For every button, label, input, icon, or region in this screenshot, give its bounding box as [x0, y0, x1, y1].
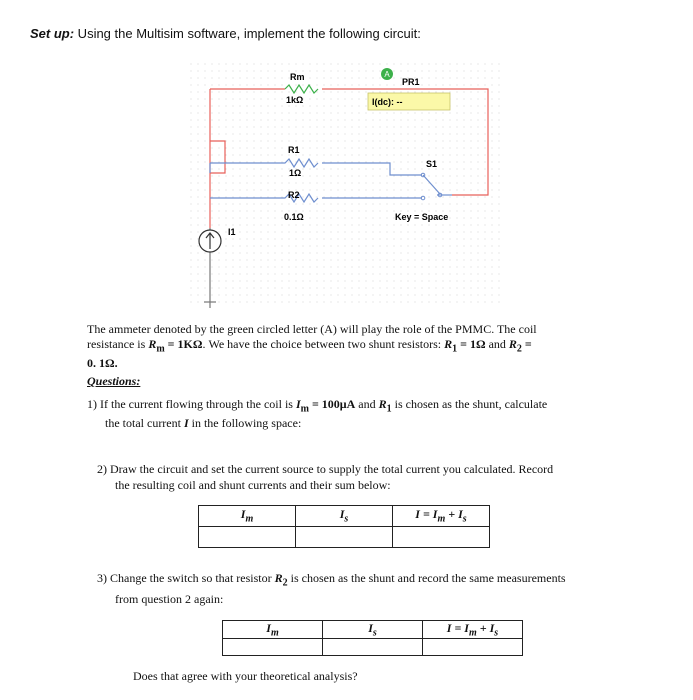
q1-text-b: and	[355, 397, 379, 411]
probe-readout: I(dc): --	[372, 97, 403, 107]
rm-value-text: = 1KΩ	[164, 337, 203, 351]
table1-header-is: $I_s$	[296, 506, 393, 527]
switch-key-label: Key = Space	[395, 212, 449, 222]
q3-line2: from question 2 again:	[115, 592, 224, 607]
q1-text-a: If the current flowing through the coil is	[97, 397, 296, 411]
r2-eq: =	[521, 337, 532, 351]
table1-header-sum: $I = I_m + I_s$	[393, 506, 490, 527]
intro-line-3: 0. 1Ω.	[87, 356, 118, 371]
questions-heading: Questions:	[87, 374, 141, 388]
q3-text-a: Change the switch so that resistor	[107, 571, 275, 585]
table1-cell-sum[interactable]	[393, 527, 490, 548]
measurement-table-2	[222, 620, 523, 656]
intro-line-2a: resistance is	[87, 337, 149, 351]
meter-letter: A	[384, 70, 390, 79]
table2-cell-sum[interactable]	[423, 639, 523, 656]
r2-sub: 2	[516, 343, 522, 355]
r1-value: 1Ω	[289, 168, 302, 178]
q3-text-b: is chosen as the shunt and record the same measurements	[287, 571, 566, 585]
q2-line2: the resulting coil and shunt currents and their sum below:	[115, 478, 391, 492]
rm-symbol: R	[148, 337, 157, 351]
table2-header-is: $I_s$	[323, 621, 423, 639]
question-2	[97, 461, 597, 493]
q1-line2b: in the following space:	[188, 416, 302, 431]
measurement-table-1	[198, 505, 490, 548]
table1-header-im: $I_m$	[199, 506, 296, 527]
q1-im-symbol: I	[295, 397, 301, 411]
intro-paragraph	[87, 322, 617, 371]
question-3	[97, 570, 607, 607]
q3-r-symbol: R	[274, 571, 283, 585]
setup-text: Using the Multisim software, implement the following circuit:	[74, 26, 421, 41]
rm-value: 1kΩ	[286, 95, 304, 105]
table-row	[223, 639, 523, 656]
q1-r-sub: 1	[386, 403, 392, 415]
r1-symbol: R	[444, 337, 453, 351]
q1-im-sub: m	[300, 403, 309, 415]
q1-number: 1)	[87, 397, 97, 411]
table2-header-im: $I_m$	[223, 621, 323, 639]
probe-name: PR1	[402, 77, 420, 87]
closing-question: Does that agree with your theoretical analysis?	[133, 669, 358, 683]
r2-symbol: R	[508, 337, 517, 351]
table-row	[223, 621, 523, 639]
intro-line-2b: . We have the choice between two shunt resistors:	[202, 337, 445, 351]
table-row	[199, 506, 490, 527]
q3-r-sub: 2	[282, 577, 288, 589]
r1-value-text: = 1Ω	[457, 337, 486, 351]
rm-name: Rm	[290, 72, 305, 82]
q1-value: = 100μA	[308, 397, 356, 411]
q1-text-c: is chosen as the shunt, calculate	[391, 397, 548, 411]
intro-line-1: The ammeter denoted by the green circled letter (A) will play the role of the PMMC. The coil	[87, 322, 537, 336]
r2-value: 0.1Ω	[284, 212, 304, 222]
table1-cell-im[interactable]	[199, 527, 296, 548]
rm-sub: m	[156, 343, 165, 355]
q1-total-symbol: I	[183, 416, 189, 431]
q1-line2a: the total current	[105, 416, 184, 431]
table2-cell-im[interactable]	[223, 639, 323, 656]
setup-label: Set up:	[30, 26, 75, 41]
setup-line	[30, 26, 421, 41]
question-1	[87, 397, 617, 431]
source-name: I1	[228, 227, 236, 237]
q2-number: 2)	[97, 462, 107, 476]
circuit-diagram	[190, 63, 500, 308]
table2-header-sum: $I = I_m + I_s$	[423, 621, 523, 639]
q1-r-symbol: R	[378, 397, 387, 411]
q3-number: 3)	[97, 571, 107, 585]
schematic-grid	[190, 63, 500, 308]
intro-and: and	[485, 337, 509, 351]
r1-name: R1	[288, 145, 300, 155]
switch-name: S1	[426, 159, 438, 169]
q2-line1: Draw the circuit and set the current source to supply the total current you calculated. Record	[107, 462, 554, 476]
table-row	[199, 527, 490, 548]
r1-sub: 1	[452, 343, 458, 355]
table1-cell-is[interactable]	[296, 527, 393, 548]
table2-cell-is[interactable]	[323, 639, 423, 656]
r2-name: R2	[288, 190, 300, 200]
